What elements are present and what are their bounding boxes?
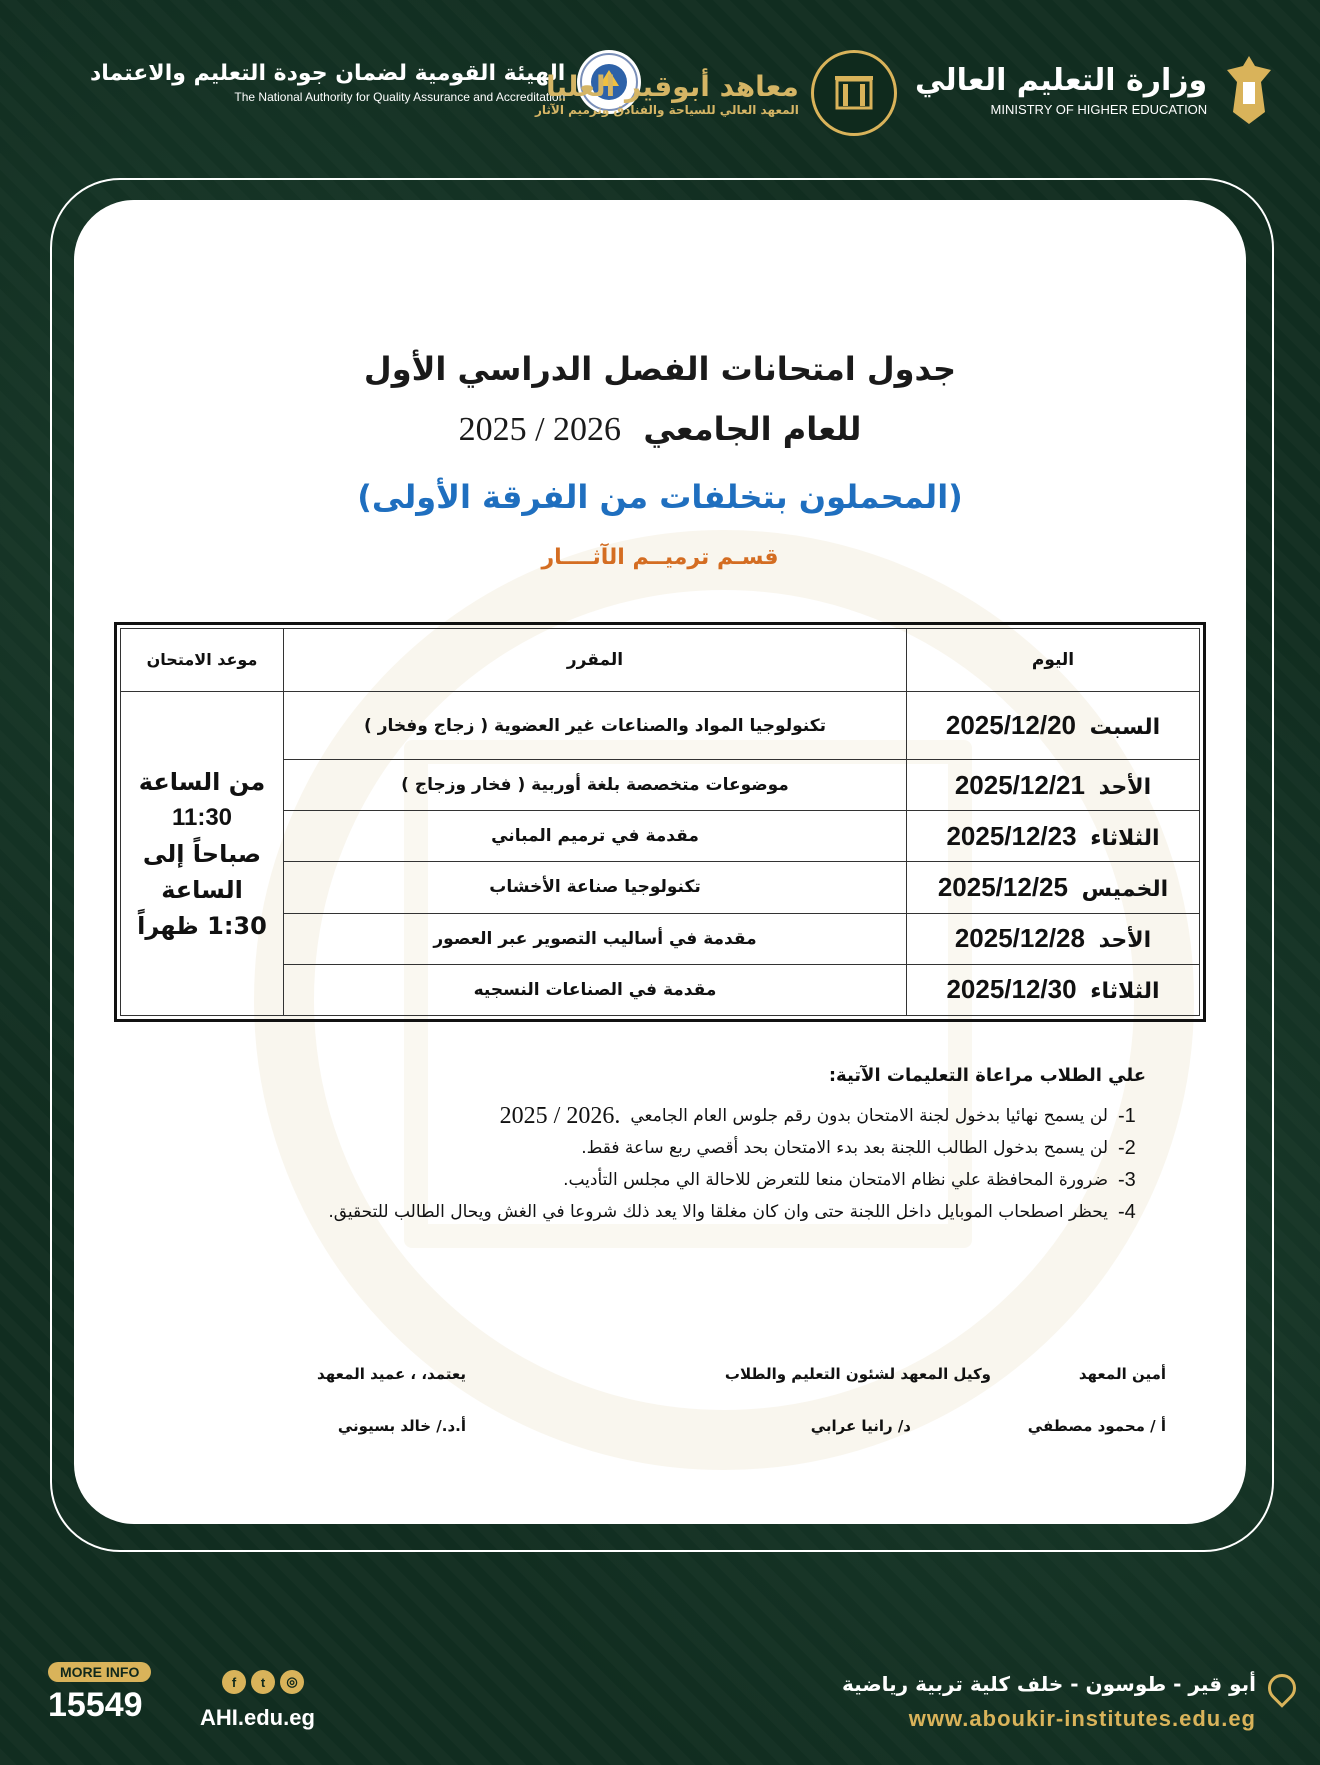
facebook-icon[interactable]: f bbox=[222, 1670, 246, 1694]
day-name: الخميس bbox=[1081, 876, 1169, 902]
title-line1: جدول امتحانات الفصل الدراسي الأول bbox=[363, 350, 957, 388]
footer-address-block bbox=[842, 1672, 1256, 1732]
signature-name: أ / محمود مصطفي bbox=[1027, 1417, 1166, 1435]
instructions-title: علي الطلاب مراعاة التعليمات الآتية: bbox=[828, 1065, 1146, 1086]
time-start: 11:30 bbox=[171, 803, 233, 831]
title-line2 bbox=[74, 410, 1246, 449]
day-cell bbox=[907, 913, 1200, 964]
header bbox=[0, 40, 1320, 160]
instruction-item bbox=[86, 1100, 1146, 1132]
day-cell bbox=[907, 760, 1200, 811]
course-cell: مقدمة في أساليب التصوير عبر العصور bbox=[284, 913, 907, 964]
signature-role: أمين المعهد bbox=[1078, 1365, 1166, 1383]
time-line4: الساعة bbox=[161, 875, 243, 904]
header-day: اليوم bbox=[907, 629, 1200, 692]
course-cell: تكنولوجيا صناعة الأخشاب bbox=[284, 862, 907, 913]
day-name: السبت bbox=[1089, 715, 1161, 740]
day-name: الأحد bbox=[1098, 774, 1152, 800]
instruction-number: -3 bbox=[1118, 1169, 1136, 1191]
title-line3: (المحملون بتخلفات من الفرقة الأولى) bbox=[357, 478, 963, 516]
day-name: الثلاثاء bbox=[1090, 979, 1160, 1005]
schedule-card bbox=[74, 200, 1246, 1524]
eagle-emblem-icon bbox=[1219, 50, 1279, 130]
time-line1: من الساعة bbox=[138, 767, 266, 796]
exam-date: 2025/12/25 bbox=[937, 871, 1068, 902]
exam-time-cell bbox=[121, 692, 284, 1016]
instruction-item bbox=[86, 1132, 1146, 1164]
instruction-number: -4 bbox=[1118, 1201, 1136, 1223]
naqaae-name-en: The National Authority for Quality Assurance and Accreditation bbox=[234, 89, 566, 104]
day-cell bbox=[907, 811, 1200, 862]
table-header-row bbox=[121, 629, 1200, 692]
department-title: قسـم ترميــم الآثــــار bbox=[541, 545, 779, 570]
ministry-name-en: MINISTRY OF HIGHER EDUCATION bbox=[990, 102, 1208, 117]
signature-dean bbox=[317, 1365, 466, 1435]
day-name: الأحد bbox=[1098, 928, 1152, 954]
signature-role: يعتمد، ، عميد المعهد bbox=[317, 1365, 466, 1383]
exam-date: 2025/12/30 bbox=[946, 974, 1077, 1005]
course-cell: مقدمة في الصناعات النسجيه bbox=[284, 964, 907, 1015]
exam-date: 2025/12/23 bbox=[946, 820, 1077, 851]
exam-date: 2025/12/28 bbox=[954, 923, 1085, 954]
signature-name: أ.د./ خالد بسيوني bbox=[337, 1417, 466, 1435]
social-icons bbox=[222, 1670, 304, 1694]
hotline-number[interactable]: 15549 bbox=[48, 1686, 143, 1724]
signature-name: د/ رانيا عرابي bbox=[810, 1417, 911, 1435]
naqaae-name-ar: الهيئة القومية لضمان جودة التعليم والاعتماد bbox=[90, 60, 566, 86]
signature-vice-dean bbox=[725, 1365, 991, 1435]
day-cell bbox=[907, 964, 1200, 1015]
day-cell bbox=[907, 692, 1200, 760]
ministry-name-ar: وزارة التعليم العالي bbox=[915, 63, 1208, 98]
course-cell: موضوعات متخصصة بلغة أوربية ( فخار وزجاج ) bbox=[284, 760, 907, 811]
twitter-icon[interactable]: t bbox=[251, 1670, 275, 1694]
instruction-text: لن يسمح نهائيا بدخول لجنة الامتحان بدون رقم جلوس العام الجامعي bbox=[630, 1106, 1108, 1126]
website-short[interactable]: AHI.edu.eg bbox=[200, 1705, 315, 1730]
day-name: الثلاثاء bbox=[1090, 825, 1160, 851]
instruction-number: -1 bbox=[1118, 1105, 1136, 1127]
instruction-item bbox=[86, 1164, 1146, 1196]
more-info-badge: MORE INFO bbox=[48, 1662, 151, 1682]
institute-subtitle: المعهد العالي للسياحة والفنادق وترميم الآثار bbox=[535, 102, 799, 117]
academic-year-label: للعام الجامعي bbox=[643, 410, 862, 448]
institute-logo-block bbox=[535, 50, 897, 136]
day-cell bbox=[907, 862, 1200, 913]
instagram-icon[interactable]: ◎ bbox=[280, 1670, 304, 1694]
schedule-table bbox=[120, 628, 1200, 1016]
table-row bbox=[121, 692, 1200, 760]
instruction-years: 2025 / 2026. bbox=[499, 1103, 621, 1129]
instructions-list bbox=[86, 1100, 1146, 1228]
time-line3: صباحاً إلى bbox=[142, 839, 262, 868]
signature-role: وكيل المعهد لشئون التعليم والطلاب bbox=[724, 1365, 991, 1383]
website-long[interactable]: www.aboukir-institutes.edu.eg bbox=[908, 1706, 1256, 1731]
instruction-number: -2 bbox=[1118, 1137, 1136, 1159]
course-cell: مقدمة في ترميم المباني bbox=[284, 811, 907, 862]
instruction-text: لن يسمح بدخول الطالب اللجنة بعد بدء الامتحان بحد أقصي ربع ساعة فقط. bbox=[581, 1138, 1108, 1158]
signature-secretary bbox=[1028, 1365, 1166, 1435]
footer-contact bbox=[48, 1662, 151, 1725]
academic-year: 2025 / 2026 bbox=[458, 411, 622, 448]
course-cell: تكنولوجيا المواد والصناعات غير العضوية ( زجاج وفخار ) bbox=[284, 692, 907, 760]
instruction-text: ضرورة المحافظة علي نظام الامتحان منعا للتعرض للاحالة الي مجلس التأديب. bbox=[563, 1170, 1108, 1190]
header-time: موعد الامتحان bbox=[121, 629, 284, 692]
exam-date: 2025/12/21 bbox=[954, 769, 1085, 800]
address-text: أبو قير - طوسون - خلف كلية تربية رياضية bbox=[842, 1672, 1256, 1696]
time-end: 1:30 ظهراً bbox=[137, 911, 267, 940]
institute-emblem-icon bbox=[811, 50, 897, 136]
exam-date: 2025/12/20 bbox=[945, 710, 1076, 740]
institute-name-ar: معاهد أبوقير العليا bbox=[545, 69, 799, 103]
schedule-table-wrap bbox=[114, 622, 1206, 1022]
instruction-item bbox=[86, 1196, 1146, 1228]
ministry-logo-block bbox=[915, 50, 1279, 130]
instruction-text: يحظر اصطحاب الموبايل داخل اللجنة حتى وان كان مغلقا والا يعد ذلك شروعا في الغش ويحال الطالب للتحقيق. bbox=[328, 1202, 1108, 1222]
header-course: المقرر bbox=[284, 629, 907, 692]
